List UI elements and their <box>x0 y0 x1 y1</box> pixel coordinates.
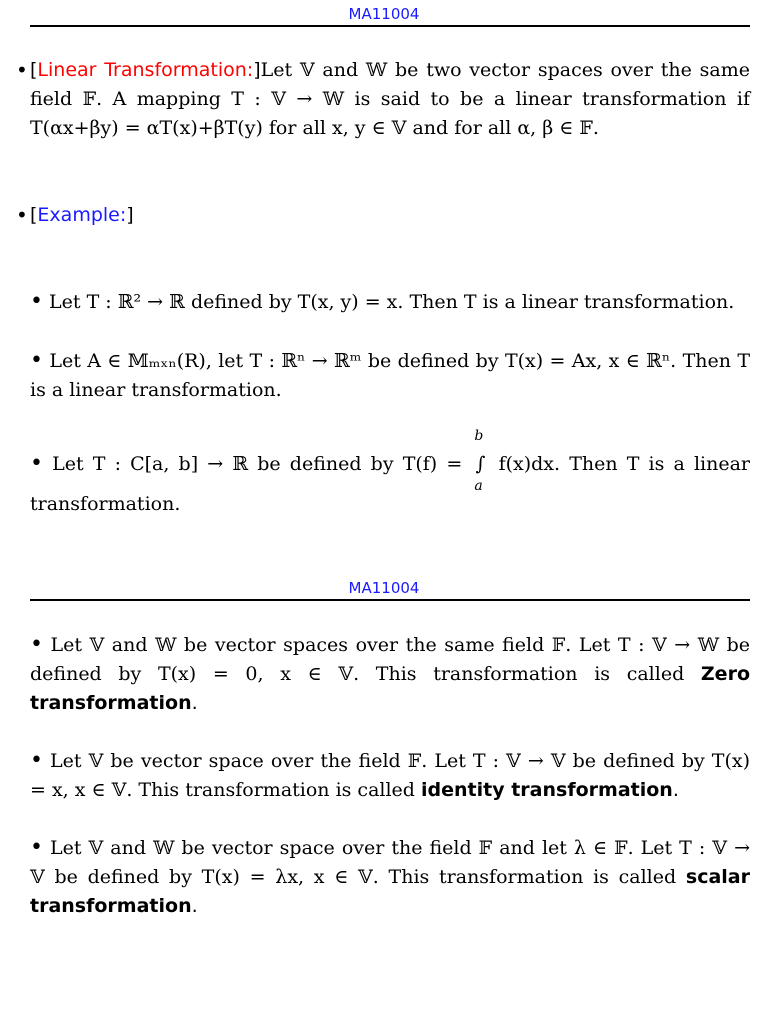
zero-transformation-paragraph: • Let 𝕍 and 𝕎 be vector spaces over the same field 𝔽. Let T : 𝕍 → 𝕎 be defined by T(x) = 0, x ∈ 𝕍. This transformation is called Zero transformation. <box>30 632 750 714</box>
zero-transformation-term: Zero transformation <box>30 663 750 714</box>
definition-label: Linear Transformation: <box>37 59 254 81</box>
bullet: • <box>16 203 28 227</box>
example-1-text: Let T : ℝ² → ℝ defined by T(x, y) = x. Then T is a linear transformation. <box>49 291 735 313</box>
header-rule <box>30 25 750 27</box>
example-heading: • [Example:] <box>30 201 750 230</box>
bullet: • <box>30 348 43 373</box>
header-rule <box>30 599 750 601</box>
zero-transformation-text: Let 𝕍 and 𝕎 be vector spaces over the same field 𝔽. Let T : 𝕍 → 𝕎 be defined by T(x) = 0, x ∈ 𝕍. This transformation is called <box>30 634 750 685</box>
scalar-transformation-term: scalar transformation <box>30 866 750 917</box>
example-label: Example: <box>37 204 127 226</box>
scalar-transformation-text: Let 𝕍 and 𝕎 be vector space over the field 𝔽 and let λ ∈ 𝔽. Let T : 𝕍 → 𝕍 be defined by T(x) = λx, x ∈ 𝕍. This transformation is called <box>30 837 750 888</box>
bullet: • <box>16 58 28 82</box>
slide-header: MA11004 <box>348 5 420 23</box>
example-1 <box>30 287 750 317</box>
example-3-text-pre: Let T : C[a, b] → ℝ be defined by T(f) = <box>52 453 472 475</box>
slide-header: MA11004 <box>348 579 420 597</box>
definition-text: Let 𝕍 and 𝕎 be two vector spaces over the same field 𝔽. A mapping T : 𝕍 → 𝕎 is said to be a linear transformation if T(αx+βy) = αT(x)+βT(y) for all x, y ∈ 𝕍 and for all α, β ∈ 𝔽. <box>30 59 750 139</box>
identity-transformation-text: Let 𝕍 be vector space over the field 𝔽. Let T : 𝕍 → 𝕍 be defined by T(x) = x, x ∈ 𝕍. This transformation is called <box>30 750 750 801</box>
slide-2 <box>0 575 768 1015</box>
definition-paragraph: • [Linear Transformation:]Let 𝕍 and 𝕎 be two vector spaces over the same field 𝔽. A mapping T : 𝕍 → 𝕎 is said to be a linear transformation if T(αx+βy) = αT(x)+βT(y) for all x, y ∈ 𝕍 and for all α, β ∈ 𝔽. <box>16 58 750 139</box>
scalar-transformation-paragraph: • Let 𝕍 and 𝕎 be vector space over the field 𝔽 and let λ ∈ 𝔽. Let T : 𝕍 → 𝕍 be defined by T(x) = λx, x ∈ 𝕍. This transformation is called scalar transformation. <box>30 835 750 917</box>
bullet: • <box>30 835 43 860</box>
bullet: • <box>30 451 43 476</box>
integral-sign: ∫ b a <box>471 444 489 484</box>
integral-upper-limit: b <box>474 428 484 444</box>
bullet: • <box>30 632 43 657</box>
integral-lower-limit: a <box>474 478 483 494</box>
identity-transformation-paragraph: • Let 𝕍 be vector space over the field 𝔽. Let T : 𝕍 → 𝕍 be defined by T(x) = x, x ∈ 𝕍. This transformation is called identity transformation. <box>30 748 750 801</box>
bullet: • <box>30 289 43 314</box>
bullet: • <box>30 748 43 773</box>
example-2-text: Let A ∈ 𝕄ₘₓₙ(R), let T : ℝⁿ → ℝᵐ be defined by T(x) = Ax, x ∈ ℝⁿ. Then T is a linear transformation. <box>30 350 750 401</box>
example-3 <box>30 428 750 524</box>
example-2 <box>30 346 750 405</box>
example-3-text-post: f(x)dx. Then T is a linear transformation. <box>30 453 750 515</box>
identity-transformation-term: identity transformation <box>421 779 673 801</box>
